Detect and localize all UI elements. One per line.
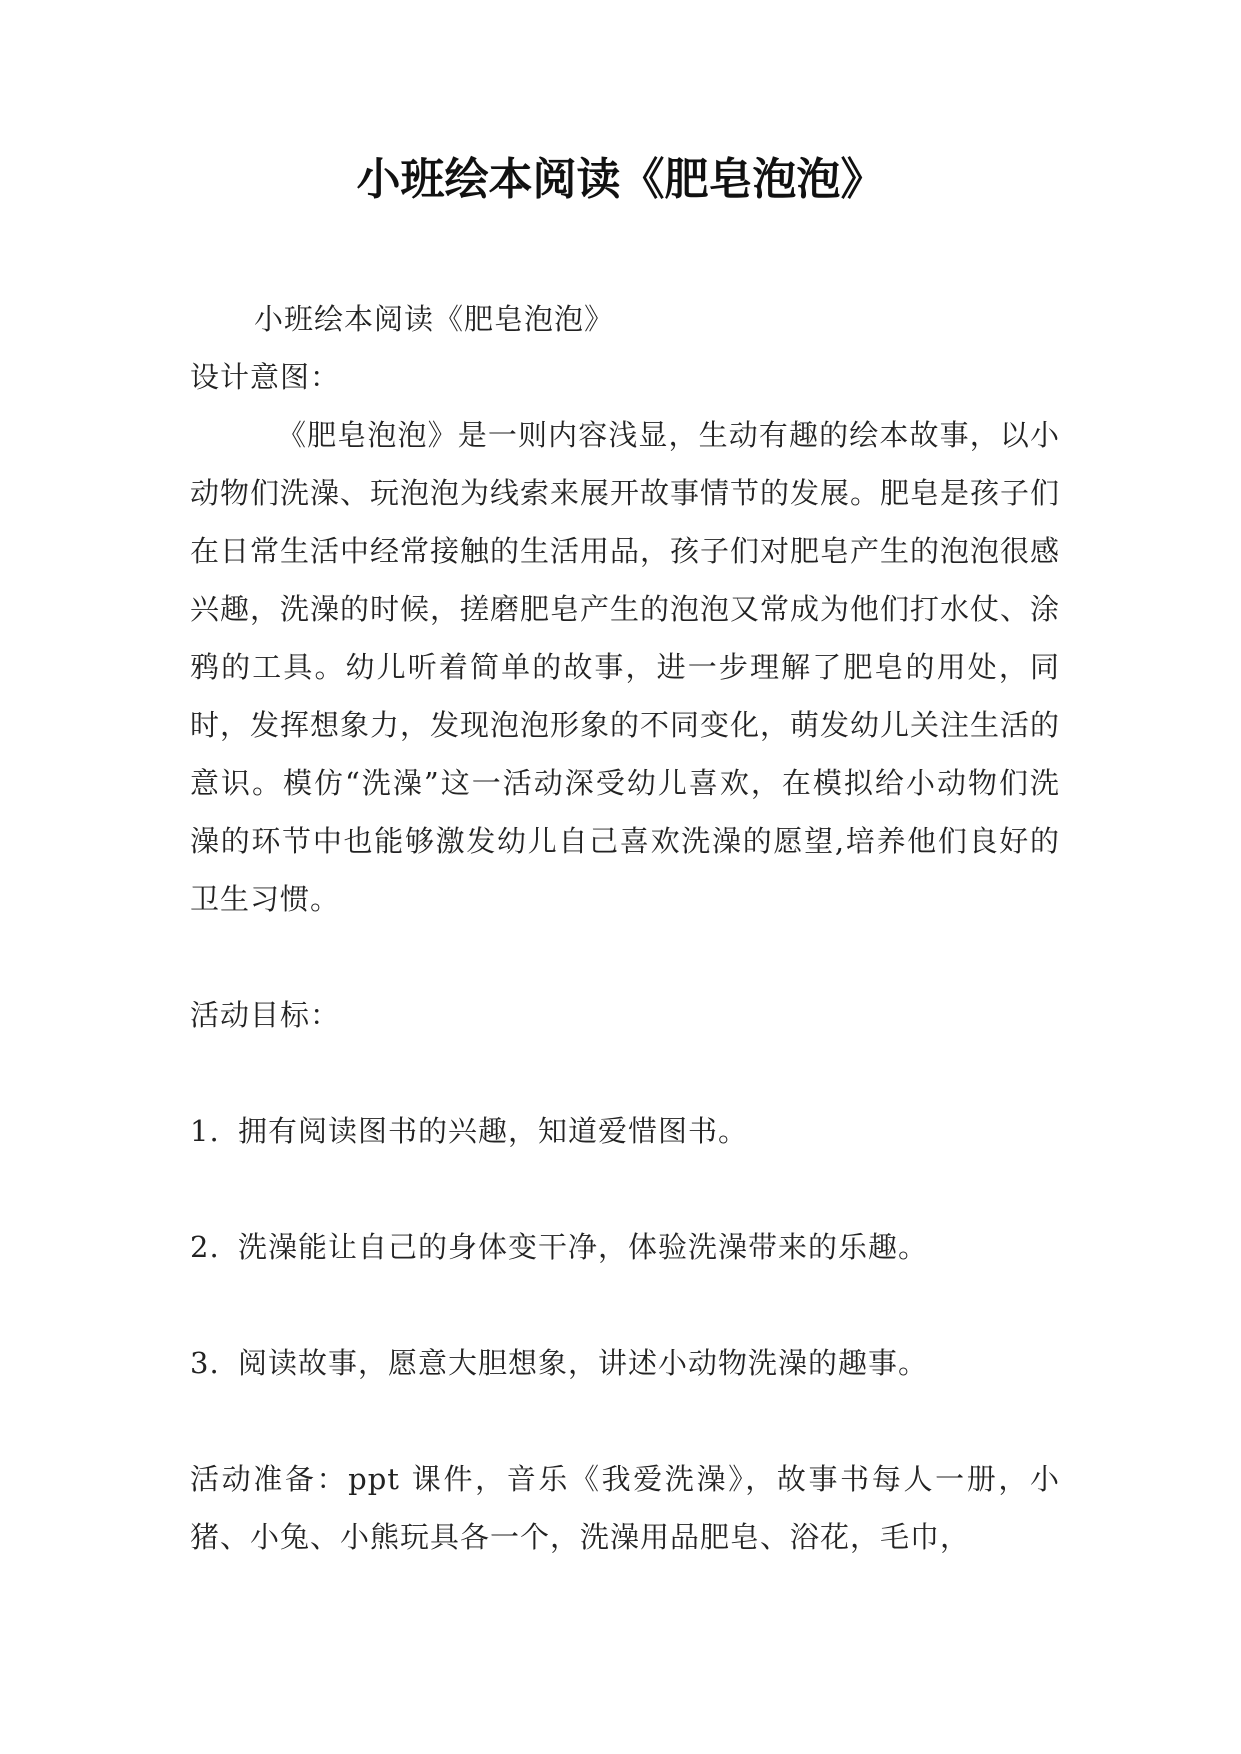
goal-text: 拥有阅读图书的兴趣，知道爱惜图书。 (238, 1114, 749, 1148)
goal-text: 阅读故事，愿意大胆想象，讲述小动物洗澡的趣事。 (238, 1346, 929, 1380)
goal-item (190, 1218, 1060, 1276)
document-subtitle: 小班绘本阅读《肥皂泡泡》 (254, 302, 615, 336)
activity-goals-heading: 活动目标： (190, 998, 341, 1032)
goal-number: 2. (190, 1230, 220, 1264)
design-intent-heading: 设计意图： (190, 360, 341, 394)
document-title: 小班绘本阅读《肥皂泡泡》 (356, 154, 885, 205)
design-intent-paragraph: 《肥皂泡泡》是一则内容浅显，生动有趣的绘本故事，以小动物们洗澡、玩泡泡为线索来展开故事情节的发展。肥皂是孩子们在日常生活中经常接触的生活用品，孩子们对肥皂产生的泡泡很感兴趣，洗澡的时候，搓磨肥皂产生的泡泡又常成为他们打水仗、涂鸦的工具。幼儿听着简单的故事，进一步理解了肥皂的用处，同时，发挥想象力，发现泡泡形象的不同变化，萌发幼儿关注生活的意识。模仿“洗澡”这一活动深受幼儿喜欢，在模拟给小动物们洗澡的环节中也能够激发幼儿自己喜欢洗澡的愿望,培养他们良好的卫生习惯。 (190, 418, 1061, 916)
goal-item (190, 1102, 1060, 1160)
goal-item (190, 1334, 1060, 1392)
activity-preparation: 活动准备：ppt 课件，音乐《我爱洗澡》，故事书每人一册，小猪、小兔、小熊玩具各一个，洗澡用品肥皂、浴花，毛巾， (190, 1462, 1060, 1554)
goal-number: 3. (190, 1346, 220, 1380)
goal-number: 1. (190, 1114, 220, 1148)
goal-text: 洗澡能让自己的身体变干净，体验洗澡带来的乐趣。 (238, 1230, 929, 1264)
